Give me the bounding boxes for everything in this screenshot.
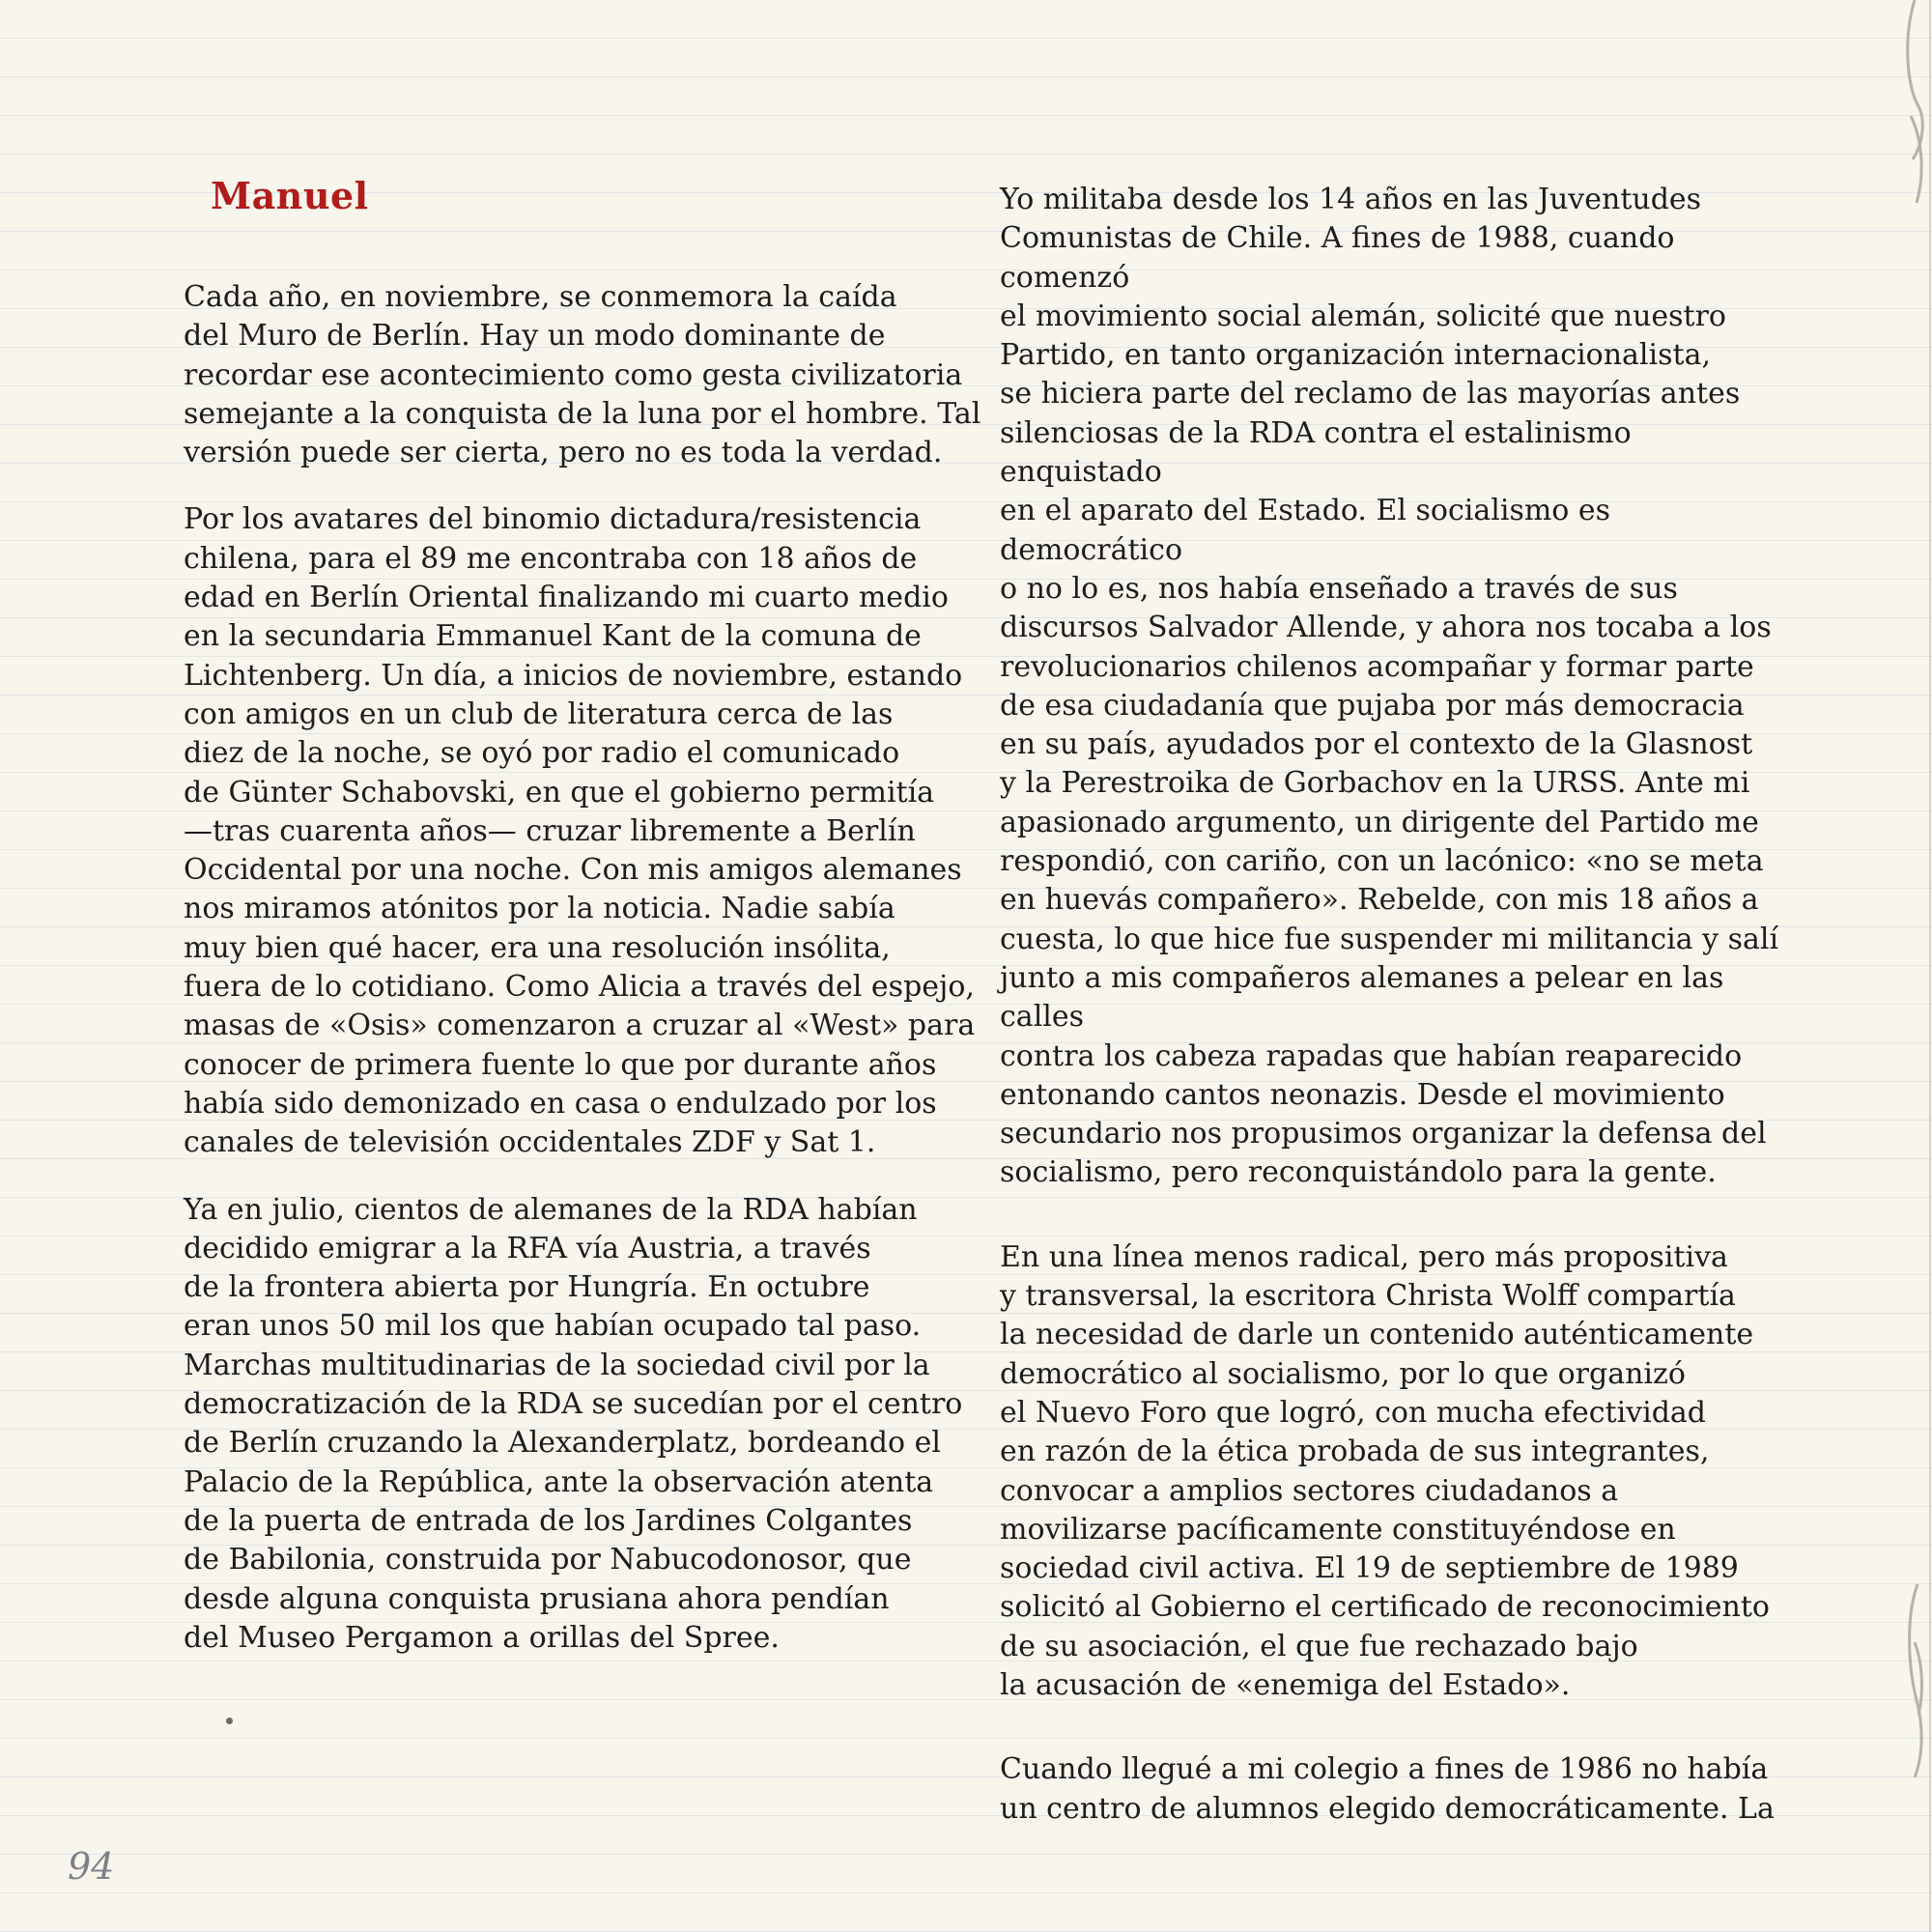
paragraph: En una línea menos radical, pero más propositiva y transversal, la escritora Christa Wolff compartía la necesidad de darle un contenido auténticamente democrático al socialismo, por lo que organizó el Nuevo Foro que logró, con mucha efectividad en razón de la ética probada de sus integrantes, convocar a amplios sectores ciudadanos a movilizarse pacíficamente constituyéndose en sociedad civil activa. El 19 de septiembre de 1989 solicitó al Gobierno el certificado de reconocimiento de su asociación, el que fue rechazado bajo la acusación de «enemiga del Estado».: [1000, 1239, 1770, 1702]
paragraph: Por los avatares del binomio dictadura/resistencia chilena, para el 89 me encontraba con 18 años de edad en Berlín Oriental finalizando mi cuarto medio en la secundaria Emmanuel Kant de la comuna de Lichtenberg. Un día, a inicios de noviembre, estando con amigos en un club de literatura cerca de las diez de la noche, se oyó por radio el comunicado de Günter Schabovski, en que el gobierno permitía —tras cuarenta años— cruzar libremente a Berlín Occidental por una noche. Con mis amigos alemanes nos miramos atónitos por la noticia. Nadie sabía muy bien qué hacer, era una resolución insólita, fuera de lo cotidiano. Como Alicia a través del espejo, masas de «Osis» comenzaron a cruzar al «West» para conocer de primera fuente lo que por durante años había sido demonizado en casa o endulzado por los canales de televisión occidentales ZDF y Sat 1.: [184, 502, 976, 1160]
paragraph: Cuando llegué a mi colegio a fines de 1986 no había un centro de alumnos elegido democráticamente. La: [1000, 1752, 1775, 1826]
binding-ring: [1910, 1584, 1921, 1777]
left-column: [184, 278, 985, 1658]
binding-ring: [1908, 0, 1923, 159]
binding-ring: [1911, 116, 1921, 203]
paragraph: Cada año, en noviembre, se conmemora la caída del Muro de Berlín. Hay un modo dominante de recordar ese acontecimiento como gesta civilizatoria semejante a la conquista de la luna por el hombre. Tal versión puede ser cierta, pero no es toda la verdad.: [184, 280, 981, 470]
page-title: Manuel: [211, 174, 369, 217]
paragraph: Ya en julio, cientos de alemanes de la RDA habían decidido emigrar a la RFA vía Austria, a través de la frontera abierta por Hungría. En octubre eran unos 50 mil los que habían ocupado tal paso. Marchas multitudinarias de la sociedad civil por la democratización de la RDA se sucedían por el centro de Berlín cruzando la Alexanderplatz, bordeando el Palacio de la República, ante la observación atenta de la puerta de entrada de los Jardines Colgantes de Babilonia, construida por Nabucodonosor, que desde alguna conquista prusiana ahora pendían del Museo Pergamon a orillas del Spree.: [184, 1192, 963, 1655]
ring-binding-edge: [1864, 0, 1932, 1932]
page-number: 94: [68, 1845, 115, 1888]
right-column: [1000, 181, 1802, 1829]
paragraph: Yo militaba desde los 14 años en las Juventudes Comunistas de Chile. A fines de 1988, cuando comenzó el movimiento social alemán, solicité que nuestro Partido, en tanto organización internacionalista, se hiciera parte del reclamo de las mayorías antes silenciosas de la RDA contra el estalinismo enquistado en el aparato del Estado. El socialismo es democrático o no lo es, nos había enseñado a través de sus discursos Salvador Allende, y ahora nos tocaba a los revolucionarios chilenos acompañar y formar parte de esa ciudadanía que pujaba por más democracia en su país, ayudados por el contexto de la Glasnost y la Perestroika de Gorbachov en la URSS. Ante mi apasionado argumento, un dirigente del Partido me respondió, con cariño, con un lacónico: «no se meta en huevás compañero». Rebelde, con mis 18 años a cuesta, lo que hice fue suspender mi militancia y salí junto a mis compañeros alemanes a pelear en las calles contra los cabeza rapadas que habían reaparecido entonando cantos neonazis. Desde el movimiento secundario nos propusimos organizar la defensa del socialismo, pero reconquistándolo para la gente.: [1000, 183, 1779, 1190]
ink-speck: [226, 1718, 233, 1724]
